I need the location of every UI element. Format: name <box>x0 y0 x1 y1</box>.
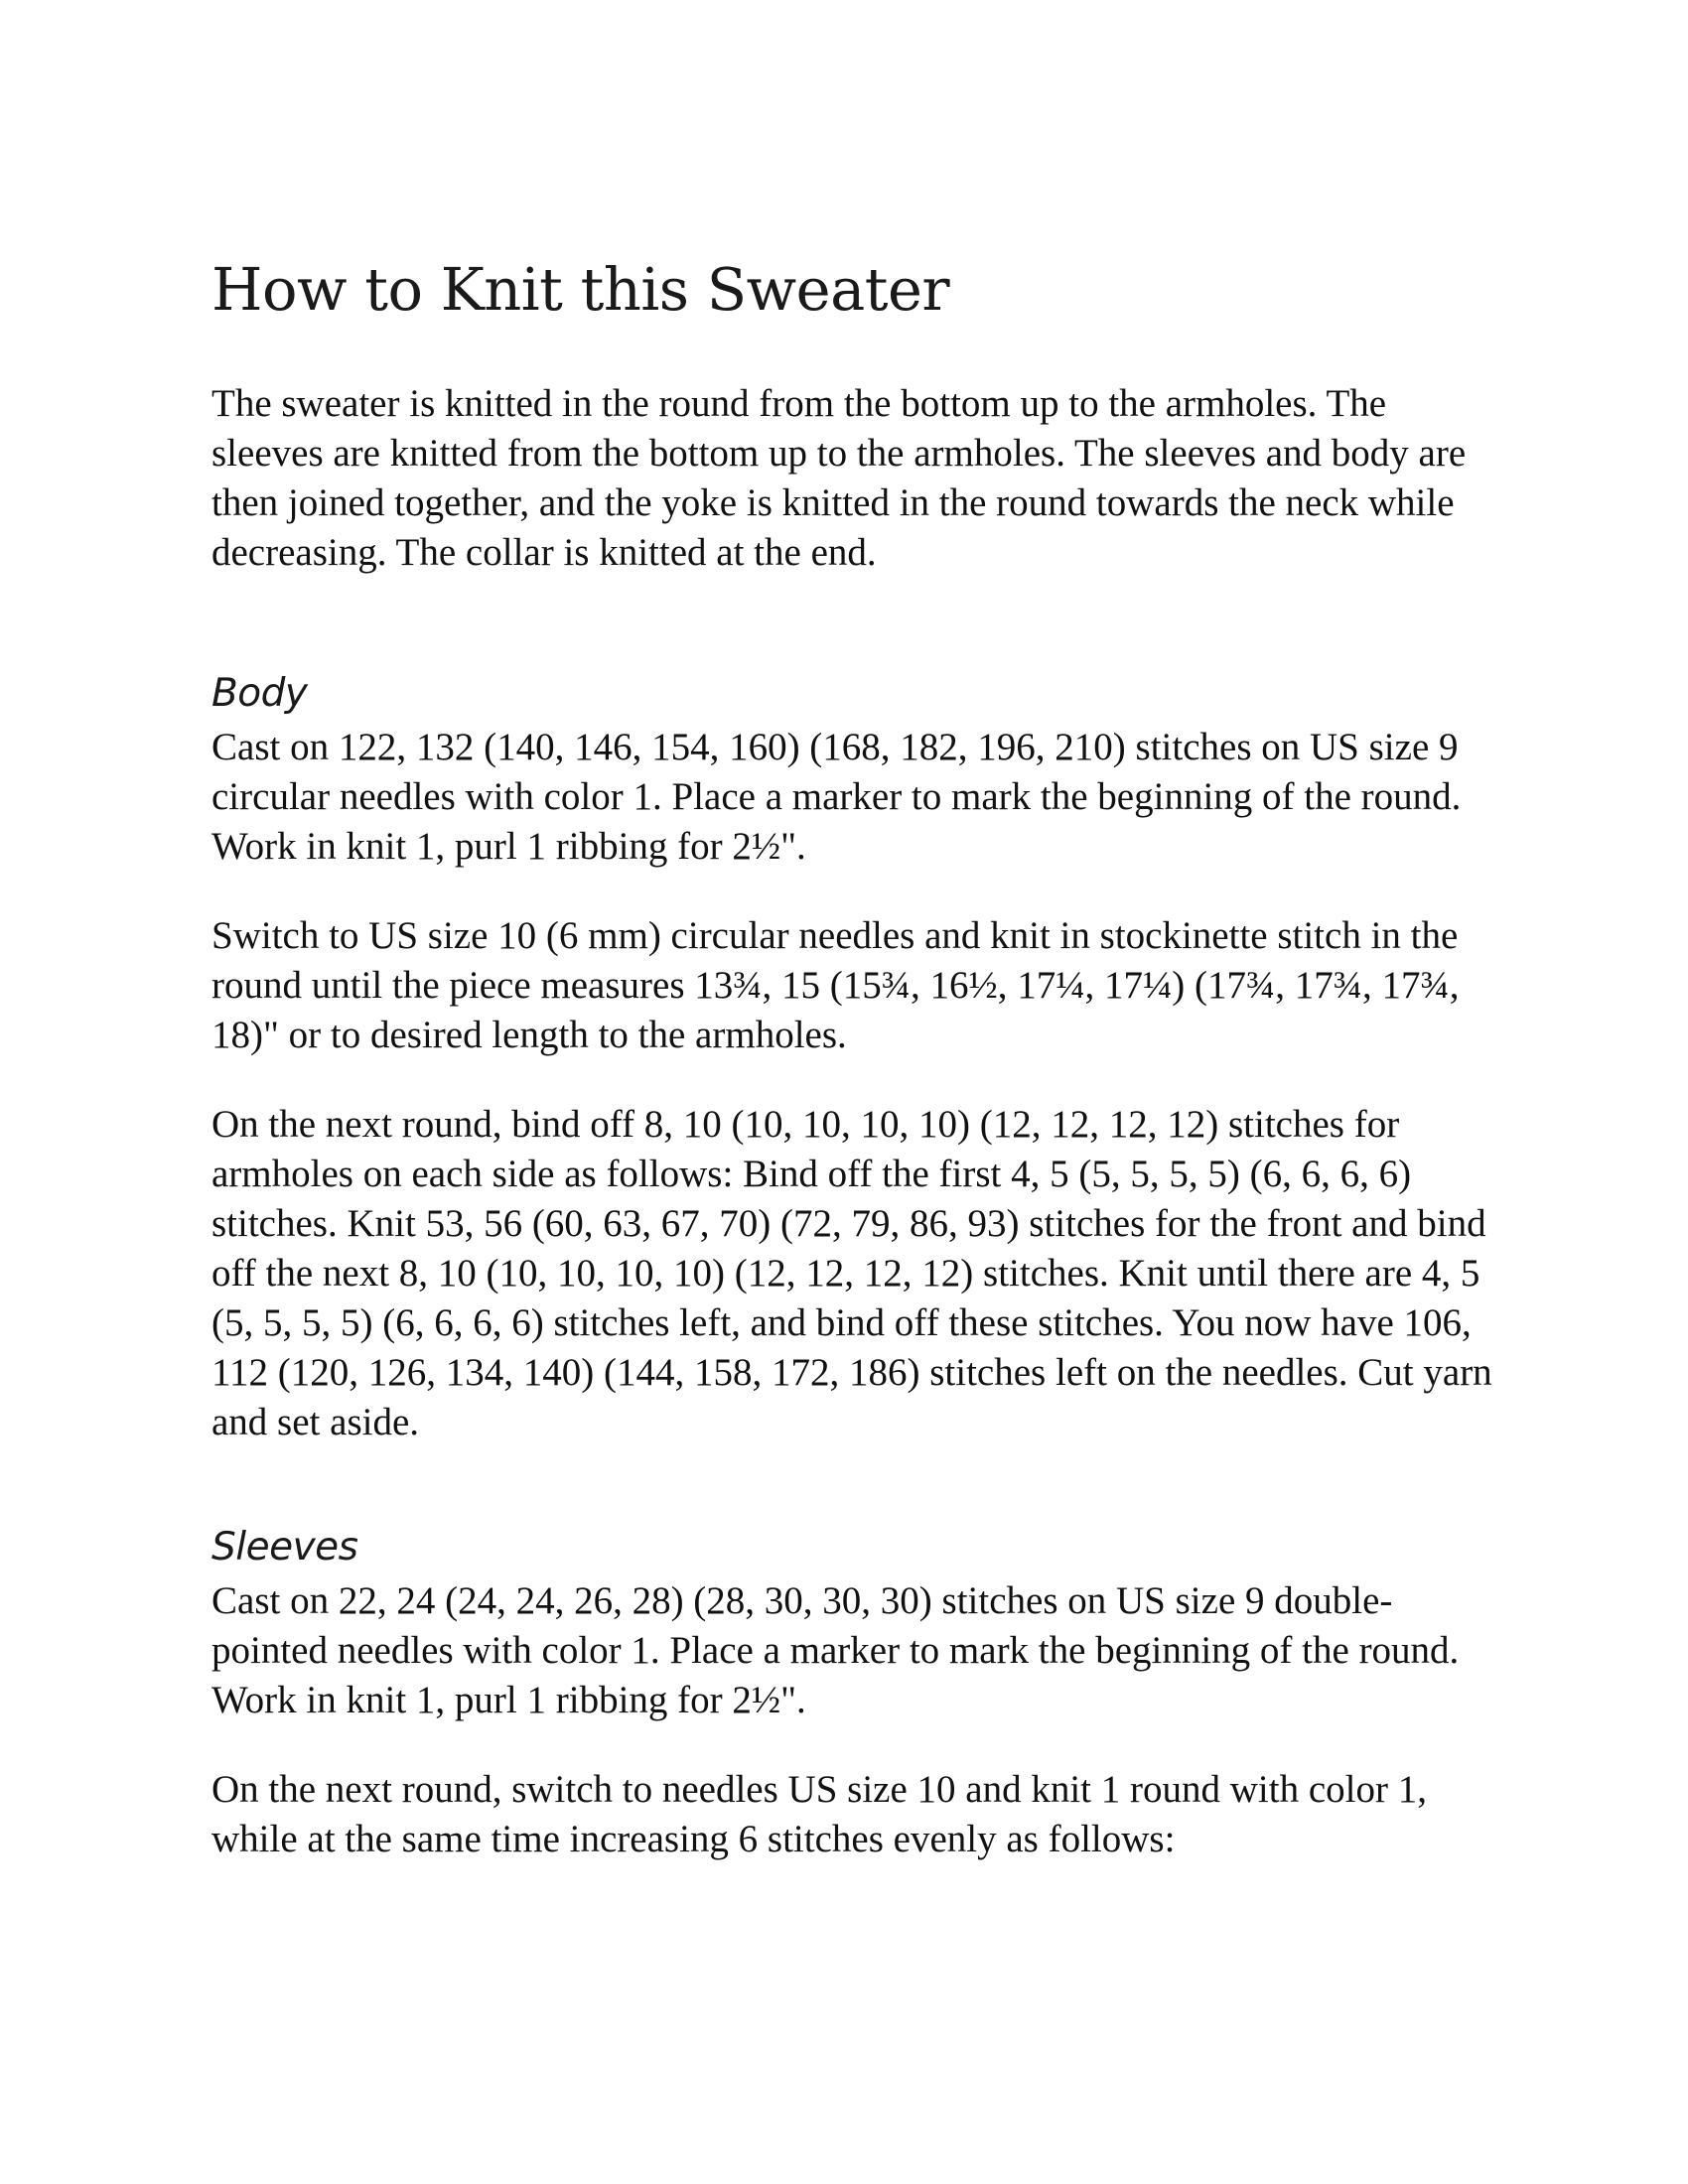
page-content <box>211 250 1502 1864</box>
section-body <box>211 669 1502 1447</box>
page-title: How to Knit this Sweater <box>211 255 950 324</box>
section-heading-body: Body <box>211 671 308 716</box>
sleeves-paragraph-cast-on: Cast on 22, 24 (24, 24, 26, 28) (28, 30, 30, 30) stitches on US size 9 double-pointed needles with color 1. Place a marker to mark the beginning of the round. Work in knit 1, purl 1 ribbing for 2½". <box>211 1579 1460 1721</box>
body-paragraph-stockinette: Switch to US size 10 (6 mm) circular needles and knit in stockinette stitch in the round until the piece measures 13¾, 15 (15¾, 16½, 17¼, 17¼) (17¾, 17¾, 17¾, 18)" or to desired length to the armholes. <box>211 914 1460 1056</box>
body-paragraph-bind-off: On the next round, bind off 8, 10 (10, 10, 10, 10) (12, 12, 12, 12) stitches for armholes on each side as follows: Bind off the first 4, 5 (5, 5, 5, 5) (6, 6, 6, 6) stitches. Knit 53, 56 (60, 63, 67, 70) (72, 79, 86, 93) stitches for the front and bind off the next 8, 10 (10, 10, 10, 10) (12, 12, 12, 12) stitches. Knit until there are 4, 5 (5, 5, 5, 5) (6, 6, 6, 6) stitches left, and bind off these stitches. You now have 106, 112 (120, 126, 134, 140) (144, 158, 172, 186) stitches left on the needles. Cut yarn and set aside. <box>211 1103 1492 1443</box>
body-paragraph-cast-on: Cast on 122, 132 (140, 146, 154, 160) (168, 182, 196, 210) stitches on US size 9 circular needles with color 1. Place a marker to mark the beginning of the round. Work in knit 1, purl 1 ribbing for 2½". <box>211 726 1462 868</box>
section-sleeves <box>211 1523 1502 1864</box>
sleeves-paragraph-increase: On the next round, switch to needles US size 10 and knit 1 round with color 1, while at the same time increasing 6 stitches evenly as follows: <box>211 1768 1427 1860</box>
intro-paragraph: The sweater is knitted in the round from the bottom up to the armholes. The sleeves are knitted from the bottom up to the armholes. The sleeves and body are then joined together, and the yoke is knitted in the round towards the neck while decreasing. The collar is knitted at the end. <box>211 382 1467 574</box>
section-heading-sleeves: Sleeves <box>211 1525 358 1570</box>
